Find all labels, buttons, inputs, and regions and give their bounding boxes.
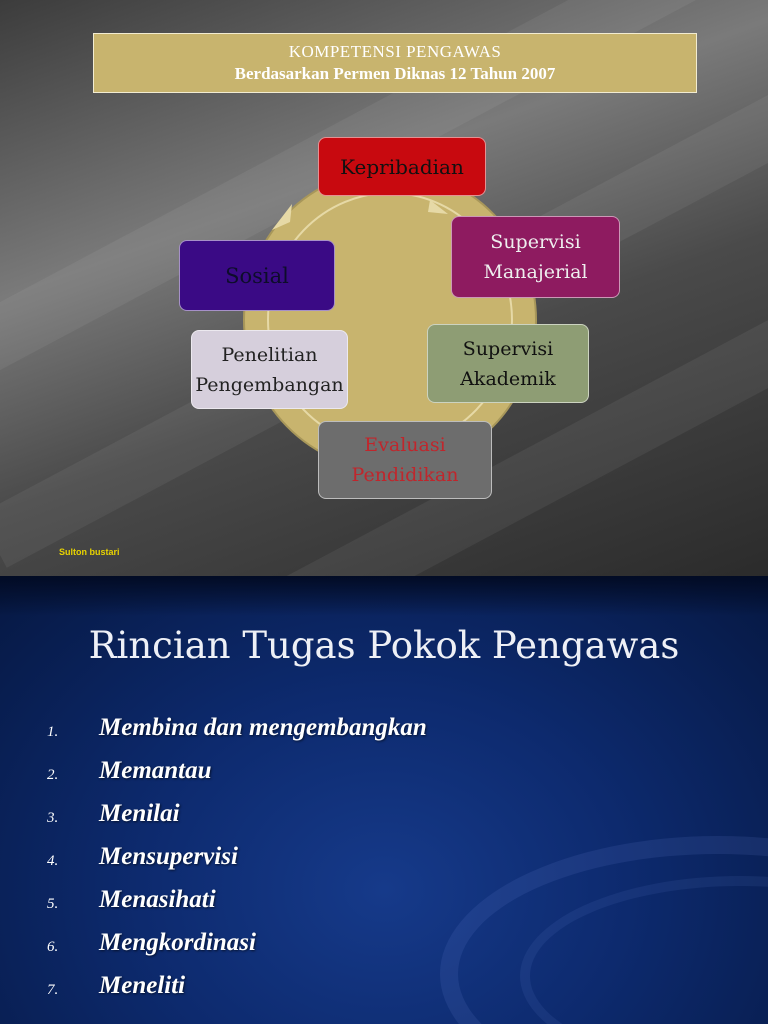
list-text: Meneliti: [99, 972, 186, 999]
background-shade: [0, 576, 768, 616]
author-credit: Sulton bustari: [59, 547, 120, 557]
node-label: Supervisi: [462, 337, 554, 360]
list-number: 5.: [47, 896, 59, 912]
list-text: Mengkordinasi: [99, 929, 256, 956]
list-item: [0, 757, 768, 800]
node-sosial: [179, 240, 335, 311]
title-line2: Berdasarkan Permen Diknas 12 Tahun 2007: [234, 64, 556, 83]
list-item: [0, 929, 768, 972]
list-text: Memantau: [99, 757, 212, 784]
node-label: Evaluasi: [364, 434, 446, 456]
title-line1: KOMPETENSI PENGAWAS: [288, 42, 502, 61]
node-penelitian-pengembangan: [191, 330, 348, 409]
node-kepribadian: [318, 137, 486, 196]
task-list: [0, 714, 768, 1015]
node-label: Akademik: [460, 367, 556, 390]
list-text: Menasihati: [99, 886, 216, 913]
slide-title: Rincian Tugas Pokok Pengawas: [88, 624, 680, 667]
node-label: Supervisi: [490, 231, 581, 253]
list-number: 3.: [47, 810, 59, 826]
node-label: Kepribadian: [340, 154, 464, 179]
node-label: Penelitian: [221, 343, 318, 366]
node-label: Manajerial: [483, 261, 588, 283]
node-supervisi-akademik: [427, 324, 589, 403]
node-label: Pendidikan: [351, 464, 459, 486]
node-label: Sosial: [225, 263, 289, 288]
node-supervisi-manajerial: [451, 216, 620, 298]
list-item: [0, 886, 768, 929]
list-number: 2.: [47, 767, 59, 783]
list-number: 7.: [47, 982, 59, 998]
list-number: 4.: [47, 853, 59, 869]
node-label: Pengembangan: [195, 373, 344, 396]
list-item: [0, 800, 768, 843]
list-number: 6.: [47, 939, 59, 955]
list-text: Mensupervisi: [99, 843, 238, 870]
list-item: [0, 843, 768, 886]
list-text: Membina dan mengembangkan: [99, 714, 427, 741]
node-evaluasi-pendidikan: [318, 421, 492, 499]
list-text: Menilai: [99, 800, 180, 827]
list-item: [0, 972, 768, 1015]
list-item: [0, 714, 768, 757]
list-number: 1.: [47, 724, 59, 740]
slide-tasks: [0, 576, 768, 1024]
